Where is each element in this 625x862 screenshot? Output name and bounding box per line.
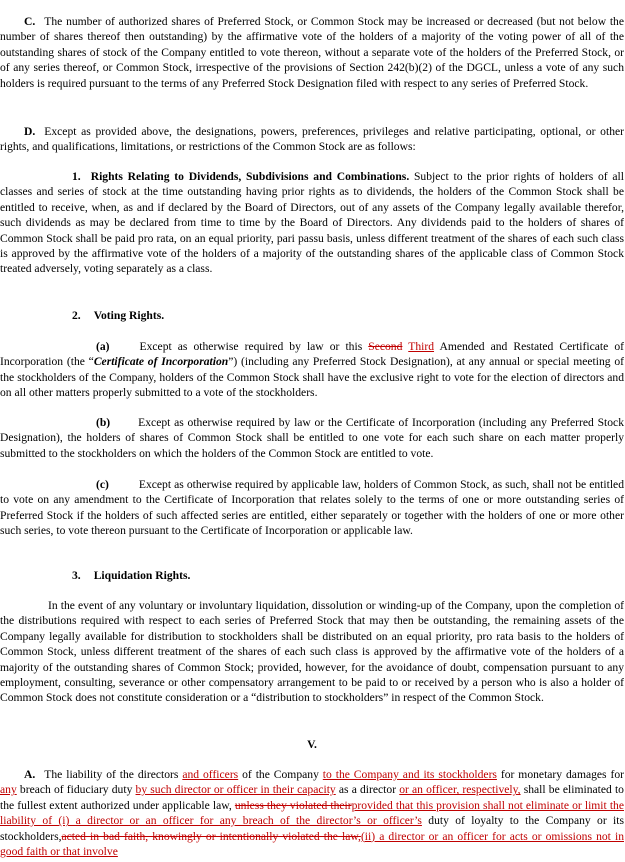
section-2c bbox=[0, 477, 624, 539]
section-1: 1. Rights Relating to Dividends, Subdivisions and Combinations. Subject to the prior rights of holders of all classes and series of stock at the time outstanding having prior rights as to dividends, the holders of the Common Stock shall be entitled to receive, when, as and if declared by the Board of Directors, out of any assets of the Company legally available therefor, such dividends as may be declared from time to time by the Board of Directors. Any dividends paid to the holders of shares of Common Stock shall be paid pro rata, on an equal priority, pari passu basis, unless different treatment of the shares of each such class is approved by the affirmative vote of the holders of a majority of the outstanding shares of the applicable class of Common Stock treated adversely, voting separately as a class. bbox=[0, 170, 624, 276]
section-c-label: C. bbox=[24, 15, 36, 28]
section-2b bbox=[0, 415, 624, 461]
va-insert-6: provided that this provision shall not eliminate or limit the liability of (i) a director or an officer for any breach of the director’s or officer’s bbox=[0, 798, 624, 828]
article-v-section-a bbox=[0, 767, 624, 859]
section-2a-text3: ”) (including any Preferred Stock Designation), at any annual or special meeting of the stockholders of the Company, holders of the Common Stock shall have the exclusive right to vote for the election of directors and on all other matters properly submitted to a vote of the stockholders. bbox=[0, 355, 624, 400]
section-2b-text: Except as otherwise required by law or the Certificate of Incorporation (including any Preferred Stock Designation), the holders of shares of Common Stock shall be entitled to one vote for each such share on each matter properly submitted to the stockholders on which the holders of the Common Stock are entitled to vote. bbox=[0, 416, 624, 460]
section-2-label: 2. bbox=[72, 309, 81, 322]
section-c-text: The number of authorized shares of Preferred Stock, or Common Stock may be increased or decreased (but not below the number of shares thereof then outstanding) by the affirmative vote of the holders of a majority of the voting power of all of the outstanding shares of stock of the Company entitled to vote thereon, without a separate vote of the holders of the Preferred Stock, or of any series thereof, or Common Stock, irrespective of the provisions of Section 242(b)(2) of the DGCL, unless a vote of any such holders is required pursuant to the terms of any Preferred Stock Designation filed with respect to any series of Preferred Stock. bbox=[0, 15, 624, 90]
va-insert-5: or an officer, respectively, bbox=[399, 783, 521, 797]
section-3-text-block bbox=[0, 598, 624, 706]
inserted-third: Third bbox=[408, 340, 435, 353]
va-text-4: breach of fiduciary duty bbox=[19, 783, 133, 797]
section-3-heading bbox=[72, 568, 190, 583]
section-3-label: 3. bbox=[72, 569, 81, 582]
deleted-second: Second bbox=[368, 340, 403, 353]
section-2a bbox=[0, 339, 624, 401]
va-text-7: duty of loyalty to the Company or its stockholders, bbox=[0, 814, 625, 843]
section-1-title: Rights Relating to Dividends, Subdivisions and Combinations bbox=[90, 170, 407, 183]
section-2a-text1: Except as otherwise required by law or this bbox=[139, 340, 363, 353]
section-2c-label: (c) bbox=[96, 478, 109, 491]
section-3-text: In the event of any voluntary or involuntary liquidation, dissolution or winding-up of the Company, upon the completion of the distributions required with respect to each series of Preferred Stock that may then be outstanding, the remaining assets of the Company legally available for distribution to stockholders shall be distributed on an equal priority, pro rata basis to the holders of Common Stock, unless different treatment of the shares of each such class is approved by the affirmative vote of the holders of a majority of the outstanding shares of Common Stock; provided, however, for the avoidance of doubt, compensation pursuant to any employment, consulting, severance or other compensatory arrangement to be paid to or received by a person who is also a holder of Common Stock does not constitute consideration or a “distribution to stockholders” in respect of the Common Stock. bbox=[0, 599, 624, 705]
section-c bbox=[0, 14, 624, 91]
section-2-title: Voting Rights. bbox=[93, 309, 165, 322]
va-delete-2: acted in bad faith, knowingly or intentionally violated the law, bbox=[61, 829, 361, 843]
va-text-1: The liability of the directors bbox=[44, 768, 179, 781]
va-text-3: for monetary damages for bbox=[500, 768, 625, 781]
section-2a-text2: Amended and Restated Certificate of Incorporation (the “ bbox=[0, 340, 624, 369]
va-delete-1: unless they violated their bbox=[234, 798, 352, 812]
section-2b-label: (b) bbox=[96, 416, 111, 429]
section-d-text: Except as provided above, the designations, powers, preferences, privileges and relative participating, optional, or other rights, and qualifications, limitations, or restrictions of the Common Stock are as follows: bbox=[0, 125, 624, 154]
section-2c-text: Except as otherwise required by applicable law, holders of Common Stock, as such, shall not be entitled to vote on any amendment to the Certificate of Incorporation that relates solely to the terms of one or more outstanding series of Preferred Stock if the holders of such affected series are entitled, either separately or together with the holders of one or more other such series, to vote thereon pursuant to the Certificate of Incorporation or applicable law. bbox=[0, 478, 624, 538]
section-2-heading bbox=[72, 308, 164, 323]
va-text-6: shall be eliminated to the fullest extent authorized under applicable law, bbox=[0, 783, 624, 812]
va-insert-1: and officers bbox=[182, 768, 239, 781]
section-1-text: Subject to the prior rights of holders of all classes and series of stock at the time outstanding having prior rights as to dividends, the holders of the Common Stock shall be entitled to receive, when, as and if declared by the Board of Directors, out of any assets of the Company legally available therefor, such dividends as may be declared from time to time by the Board of Directors. Any dividends paid to the holders of shares of Common Stock shall be paid pro rata, on an equal priority, pari passu basis, unless different treatment of the shares of each such class is approved by the affirmative vote of the holders of a majority of the outstanding shares of the applicable class of Common Stock treated adversely, voting separately as a class. bbox=[0, 170, 624, 276]
section-1-label: 1. bbox=[72, 170, 81, 183]
defined-term-certificate: Certificate of Incorporation bbox=[93, 355, 229, 369]
va-text-5: as a director bbox=[338, 783, 397, 797]
va-text-2: of the Company bbox=[242, 768, 319, 781]
section-2a-label: (a) bbox=[96, 340, 110, 353]
section-d bbox=[0, 124, 624, 155]
section-3-title: Liquidation Rights. bbox=[93, 569, 191, 582]
article-v-a-label: A. bbox=[24, 768, 36, 781]
va-insert-3: any bbox=[0, 783, 17, 797]
va-insert-7: (ii) a director or an officer for acts or omissions not in good faith or that involve bbox=[0, 829, 624, 859]
section-d-label: D. bbox=[24, 125, 36, 138]
article-v-title: V. bbox=[307, 738, 317, 751]
va-insert-4: by such director or officer in their capacity bbox=[135, 783, 336, 797]
va-insert-2: to the Company and its stockholders bbox=[322, 768, 497, 781]
